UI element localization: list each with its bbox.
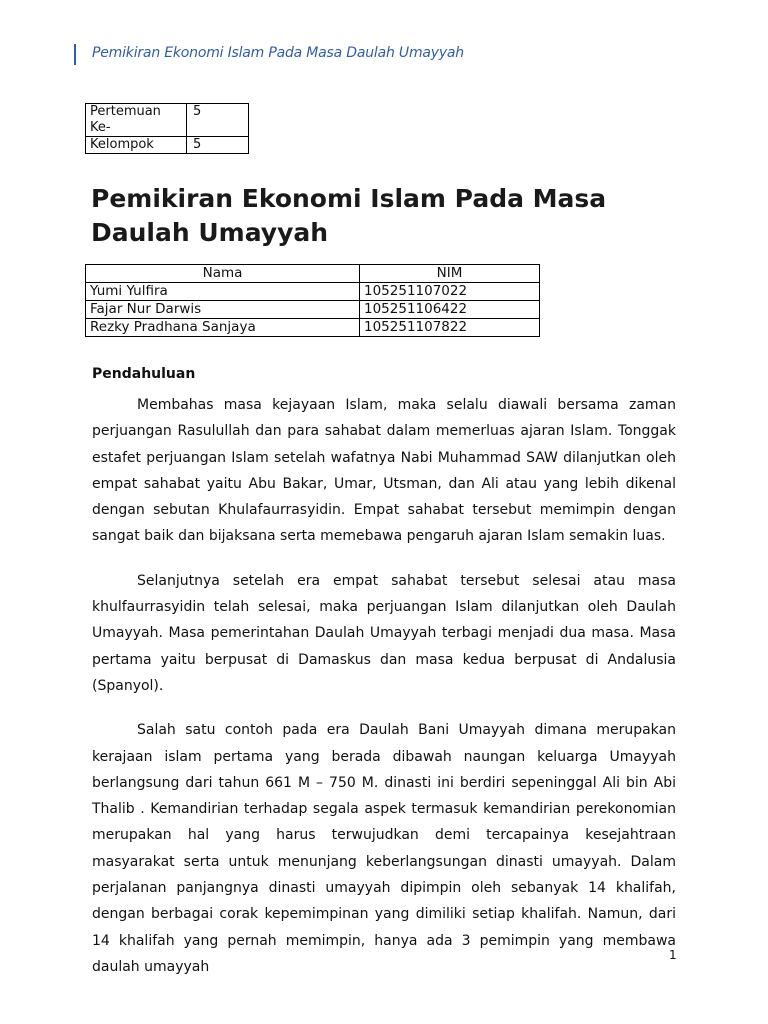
meta-key: Pertemuan Ke- — [86, 104, 187, 137]
table-row — [86, 319, 540, 337]
member-name: Yumi Yulfira — [86, 283, 360, 301]
page-number: 1 — [669, 948, 677, 962]
header-accent-bar — [74, 44, 76, 65]
running-header: Pemikiran Ekonomi Islam Pada Masa Daulah Umayyah — [92, 45, 464, 61]
members-table — [85, 264, 540, 337]
meta-table — [85, 103, 249, 154]
table-row — [86, 283, 540, 301]
meta-value: 5 — [187, 104, 249, 137]
meta-key: Kelompok — [86, 137, 187, 154]
paragraph: Selanjutnya setelah era empat sahabat tersebut selesai atau masa khulfaurrasyidin telah selesai, maka perjuangan Islam dilanjutkan oleh Daulah Umayyah. Masa pemerintahan Daulah Umayyah terbagi menjadi dua masa. Masa pertama yaitu berpusat di Damaskus dan masa kedua berpusat di Andalusia (Spanyol). — [92, 572, 676, 694]
column-header-nim: NIM — [360, 265, 540, 283]
member-nim: 105251107022 — [360, 283, 540, 301]
table-row — [86, 301, 540, 319]
column-header-nama: Nama — [86, 265, 360, 283]
section-heading: Pendahuluan — [92, 366, 196, 382]
document-title: Pemikiran Ekonomi Islam Pada Masa Daulah Umayyah — [91, 184, 607, 247]
member-name: Rezky Pradhana Sanjaya — [86, 319, 360, 337]
paragraph: Membahas masa kejayaan Islam, maka selalu diawali bersama zaman perjuangan Rasulullah dan para sahabat dalam memerluas ajaran Islam. Tonggak estafet perjuangan Islam setelah wafatnya Nabi Muhammad SAW dilanjutkan oleh empat sahabat yaitu Abu Bakar, Umar, Utsman, dan Ali atau yang lebih dikenal dengan sebutan Khulafaurrasyidin. Empat sahabat tersebut memimpin dengan sangat baik dan bijaksana serta memebawa pengaruh ajaran Islam semakin luas. — [92, 397, 676, 545]
body-text — [92, 392, 676, 998]
meta-row — [86, 104, 249, 137]
member-name: Fajar Nur Darwis — [86, 301, 360, 319]
member-nim: 105251107822 — [360, 319, 540, 337]
meta-row — [86, 137, 249, 154]
meta-value: 5 — [187, 137, 249, 154]
paragraph: Salah satu contoh pada era Daulah Bani Umayyah dimana merupakan kerajaan islam pertama yang berada dibawah naungan keluarga Umayyah berlangsung dari tahun 661 M – 750 M. dinasti ini berdiri sepeninggal Ali bin Abi Thalib . Kemandirian terhadap segala aspek termasuk kemandirian perekonomian merupakan hal yang harus terwujudkan demi tercapainya kesejahtraan masyarakat serta untuk menunjang keberlangsungan dinasti umayyah. Dalam perjalanan panjangnya dinasti umayyah dipimpin oleh sebanyak 14 khalifah, dengan berbagai corak kepemimpinan yang dimiliki setiap khalifah. Namun, dari 14 khalifah yang pernah memimpin, hanya ada 3 pemimpin yang membawa daulah umayyah — [92, 722, 676, 975]
members-header-row — [86, 265, 540, 283]
member-nim: 105251106422 — [360, 301, 540, 319]
